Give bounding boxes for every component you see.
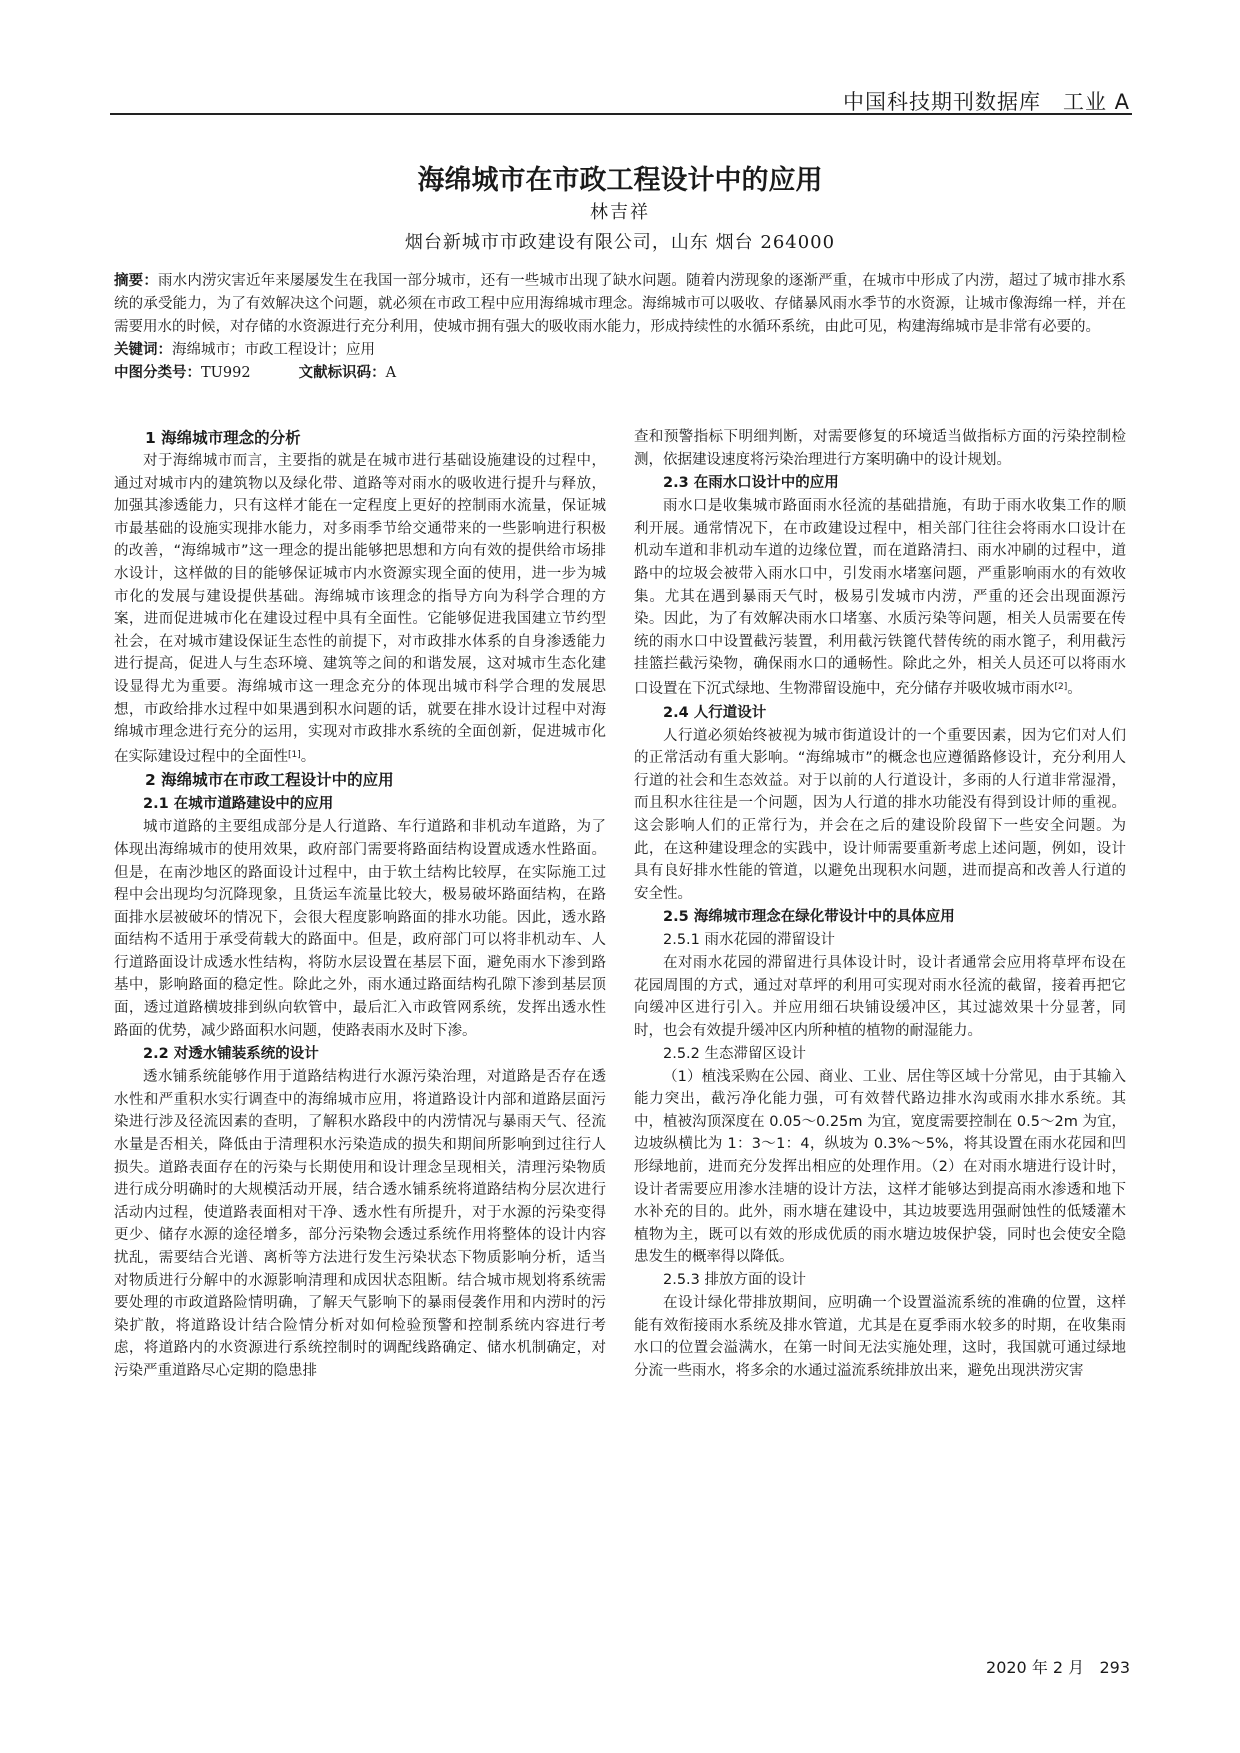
paragraph-end: 。 <box>1067 680 1082 697</box>
paragraph-text: 雨水口是收集城市路面雨水径流的基础措施，有助于雨水收集工作的顺利开展。通常情况下，在市政建设过程中，相关部门往往会将雨水口设计在机动车道和非机动车道的边缘位置，而在道路清扫、雨水冲刷的过程中，道路中的垃圾会被带入雨水口中，引发雨水堵塞问题，严重影响雨水的有效收集。尤其在遇到暴雨天气时，极易引发城市内涝，严重的还会出现面源污染。因此，为了有效解决雨水口堵塞、水质污染等问题，相关人员需要在传统的雨水口中设置截污装置，利用截污铁篦代替传统的雨水篦子，利用截污挂篮拦截污染物，确保雨水口的通畅性。除此之外，相关人员还可以将雨水口设置在下沉式绿地、生物滞留设施中，充分储存并吸收城市雨水 <box>634 498 1126 697</box>
classification-line <box>114 362 1126 385</box>
article-title: 海绵城市在市政工程设计中的应用 <box>417 165 823 196</box>
keywords <box>114 339 1126 362</box>
paragraph: 人行道必须始终被视为城市街道设计的一个重要因素，因为它们对人们的正常活动有重大影响。“海绵城市”的概念也应遵循路修设计，充分利用人行道的社会和生态效益。对于以前的人行道设计，多雨的人行道非常湿滑，而且积水往往是一个问题，因为人行道的排水功能没有得到设计师的重视。这会影响人们的正常行为，并会在之后的建设阶段留下一些安全问题。为此，在这种建设理念的实践中，设计师需要重新考虑上述问题，例如，设计具有良好排水性能的管道，以避免出现积水问题，进而提高和改善人行道的安全性。 <box>634 727 1126 902</box>
subsection-heading-2-4: 2.4 人行道设计 <box>663 704 767 721</box>
paragraph: 城市道路的主要组成部分是人行道路、车行道路和非机动车道路，为了体现出海绵城市的使用效果，政府部门需要将路面结构设置成透水性路面。但是，在南沙地区的路面设计过程中，由于软土结构比较厚，在实际施工过程中会出现均匀沉降现象，且货运车流量比较大，极易破坏路面结构，在路面排水层被破坏的情况下，会很大程度影响路面的排水功能。因此，透水路面结构不适用于承受荷载大的路面中。但是，政府部门可以将非机动车、人行道路面设计成透水性结构，将防水层设置在基层下面，避免雨水下渗到路基中，影响路面的稳定性。除此之外，雨水通过路面结构孔隙下渗到基层顶面，透过道路横坡排到纵向软管中，最后汇入市政管网系统，发挥出透水性路面的优势，减少路面积水问题，使路表雨水及时下渗。 <box>114 819 606 1039</box>
left-column <box>114 426 606 1383</box>
citation-ref: [1] <box>288 749 301 760</box>
paragraph-text: 对于海绵城市而言，主要指的就是在城市进行基础设施建设的过程中，通过对城市内的建筑物以及绿化带、道路等对雨水的吸收进行提升与释放，加强其渗透能力，只有这样才能在一定程度上更好的控制雨水流量，保证城市最基础的设施实现排水能力，对多雨季节给交通带来的一些影响进行积极的改善，“海绵城市”这一理念的提出能够把思想和方向有效的提供给市场排水设计，这样做的目的能够保证城市内水资源实现全面的使用，进一步为城市化的发展与建设提供基础。海绵城市该理念的指导方向为科学合理的方案，进而促进城市化在建设过程中具有全面性。它能够促进我国建立节约型社会，在对城市建设保证生态性的前提下，对市政排水体系的自身渗透能力进行提高，促进人与生态环境、建筑等之间的和谐发展，这对城市生态化建设显得尤为重要。海绵城市这一理念充分的体现出城市科学合理的发展思想，市政给排水过程中如果遇到积水问题的话，就要在排水设计过程中对海绵城市理念进行充分的运用，实现对市政排水系统的全面创新，促进城市化在实际建设过程中的全面性 <box>114 453 606 765</box>
paragraph: 在对雨水花园的滞留进行具体设计时，设计者通常会应用将草坪布设在花园周围的方式，通过对草坪的利用可实现对雨水径流的截留，接着再把它向缓冲区进行引入。并应用细石块铺设缓冲区，其过滤效果十分显著，同时，也会有效提升缓冲区内所种植的植物的耐湿能力。 <box>634 955 1126 1040</box>
clc-label: 中图分类号： <box>114 365 201 381</box>
keywords-label: 关键词： <box>114 342 172 358</box>
issue-date: 2020 年 2 月 <box>986 1658 1085 1677</box>
running-header: 中国科技期刊数据库 工业 A <box>842 90 1130 114</box>
header-rule <box>110 113 1132 115</box>
paragraph-continued: 查和预警指标下明细判断，对需要修复的环境适当做指标方面的污染控制检测，依据建设速度将污染治理进行方案明确中的设计规划。 <box>634 429 1126 468</box>
right-column <box>634 426 1126 1382</box>
paragraph: 在设计绿化带排放期间，应明确一个设置溢流系统的准确的位置，这样能有效衔接雨水系统及排水管道，尤其是在夏季雨水较多的时期，在收集雨水口的位置会溢满水，在第一时间无法实施处理，这时，我国就可通过绿地分流一些雨水，将多余的水通过溢流系统排放出来，避免出现洪涝灾害 <box>634 1295 1126 1379</box>
paragraph <box>114 450 606 768</box>
article-affiliation: 烟台新城市市政建设有限公司，山东 烟台 264000 <box>404 232 836 253</box>
abstract <box>114 270 1126 339</box>
abstract-label: 摘要： <box>114 273 159 289</box>
clc-value: TU992 <box>201 365 251 381</box>
section-heading-2: 2 海绵城市在市政工程设计中的应用 <box>145 771 394 790</box>
subsection-heading-2-2: 2.2 对透水铺装系统的设计 <box>143 1046 319 1063</box>
page-number: 293 <box>1099 1658 1130 1677</box>
subsubsection-heading-2-5-2: 2.5.2 生态滞留区设计 <box>663 1045 807 1062</box>
citation-ref: [2] <box>1054 681 1068 692</box>
abstract-text: 雨水内涝灾害近年来屡屡发生在我国一部分城市，还有一些城市出现了缺水问题。随着内涝现象的逐渐严重，在城市中形成了内涝，超过了城市排水系统的承受能力，为了有效解决这个问题，就必须在市政工程中应用海绵城市理念。海绵城市可以吸收、存储暴风雨水季节的水资源，让城市像海绵一样，并在需要用水的时候，对存储的水资源进行充分利用，使城市拥有强大的吸收雨水能力，形成持续性的水循环系统，由此可见，构建海绵城市是非常有必要的。 <box>114 273 1127 335</box>
page-footer <box>986 1655 1130 1678</box>
subsection-heading-2-5: 2.5 海绵城市理念在绿化带设计中的具体应用 <box>663 909 955 926</box>
subsection-heading-2-3: 2.3 在雨水口设计中的应用 <box>663 475 839 492</box>
keywords-text: 海绵城市；市政工程设计；应用 <box>172 342 375 358</box>
subsection-heading-2-1: 2.1 在城市道路建设中的应用 <box>143 796 334 813</box>
subsubsection-heading-2-5-1: 2.5.1 雨水花园的滞留设计 <box>663 932 836 949</box>
subsubsection-heading-2-5-3: 2.5.3 排放方面的设计 <box>663 1272 807 1288</box>
section-heading-1: 1 海绵城市理念的分析 <box>145 429 301 447</box>
doc-code-value: A <box>385 365 397 381</box>
doc-code-label: 文献标识码： <box>298 365 386 381</box>
paragraph: 透水铺系统能够作用于道路结构进行水源污染治理，对道路是否存在透水性和严重积水实行调查中的海绵城市应用，将道路设计内部和道路层面污染进行涉及径流因素的查明，了解积水路段中的内涝情况与暴雨天气、径流水量是否相关，降低由于清理积水污染造成的损失和期间所影响到过往行人损失。道路表面存在的污染与长期使用和设计理念呈现相关，清理污染物质进行成分明确时的大规模活动开展，结合透水铺系统将道路结构分层次进行活动内过程，使道路表面相对干净、透水性有所提升，对于水源的污染变得更少、储存水源的途径增多，部分污染物会透过系统作用将整体的设计内容扰乱，需要结合光谱、离析等方法进行发生污染状态下物质影响分析，适当对物质进行分解中的水源影响清理和成因状态阻断。结合城市规划将系统需要处理的市政道路险情明确，了解天气影响下的暴雨侵袭作用和内涝时的污染扩散，将道路设计结合险情分析对如何检验预警和控制系统内容进行考虑，将道路内的水资源进行系统控制时的调配线路确定、储水机制确定，对污染严重道路尽心定期的隐患排 <box>114 1069 606 1379</box>
paragraph <box>634 495 1126 700</box>
paragraph-end: 。 <box>300 748 316 765</box>
abstract-block <box>114 270 1126 385</box>
paragraph: （1）植浅采购在公园、商业、工业、居住等区域十分常见，由于其输入能力突出，截污净化能力强，可有效替代路边排水沟或雨水排水系统。其中，植被沟顶深度在 0.05～0.25m 为宜，宽度需要控制在 0.5～2m 为宜，边坡纵横比为 1：3～1：4，纵坡为 0.3%～5%，将其设置在雨水花园和凹形绿地前，进而充分发挥出相应的处理作用。（2）在对雨水塘进行设计时，设计者需要应用渗水洼塘的设计方法，这样才能够达到提高雨水渗透和地下水补充的目的。此外，雨水塘在建设中，其边坡要选用强耐蚀性的低矮灌木植物为主，既可以有效的形成优质的雨水塘边坡保护袋，同时也会使安全隐患发生的概率得以降低。 <box>634 1068 1126 1266</box>
article-author: 林吉祥 <box>590 202 650 223</box>
